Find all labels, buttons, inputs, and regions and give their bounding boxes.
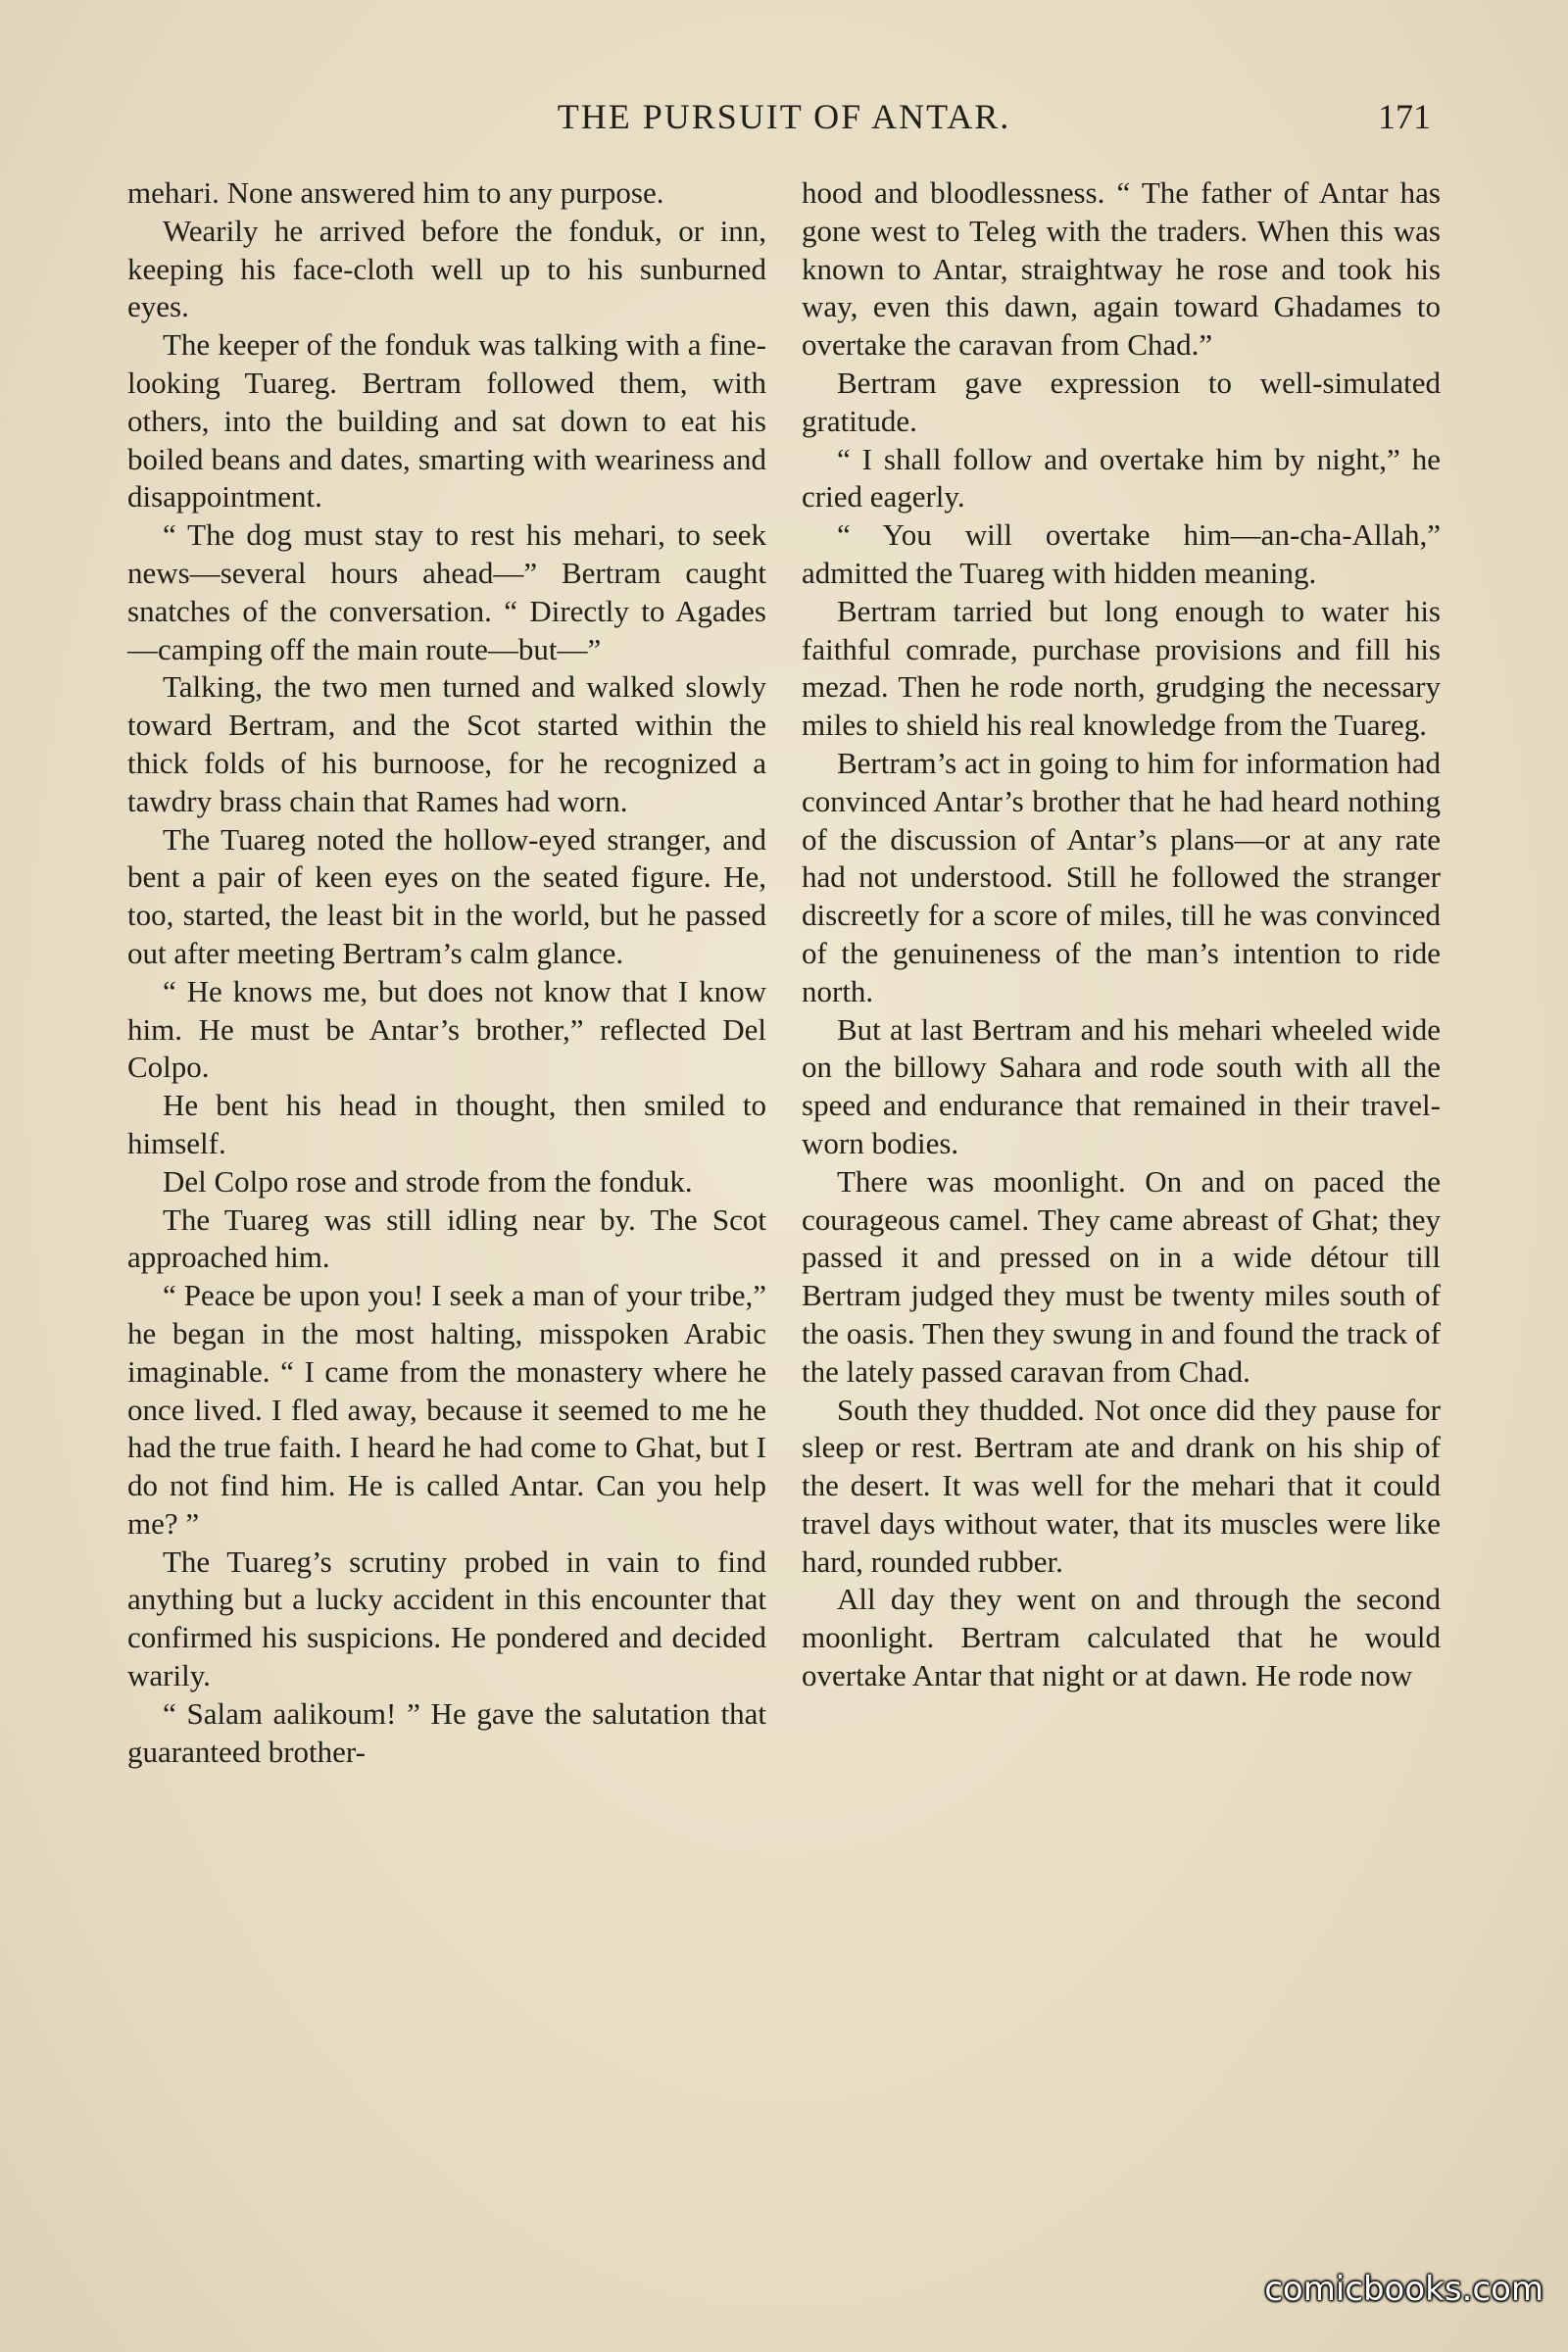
paragraph: Bertram tarried but long enough to water his faithful comrade, purchase provisions and fill his mezad. Then he rode north, grudging the necessary miles to shield his real knowledge from the Tuareg. bbox=[802, 593, 1441, 743]
paragraph: South they thudded. Not once did they pause for sleep or rest. Bertram ate and drank on his ship of the desert. It was well for the mehari that it could travel days without water, that its muscles were like hard, rounded rubber. bbox=[802, 1392, 1441, 1579]
paragraph: “ The dog must stay to rest his mehari, to seek news—several hours ahead—” Bertram caught snatches of the conversation. “ Directly to Agades —camping off the main route—but—” bbox=[127, 517, 766, 666]
paragraph: hood and bloodlessness. “ The father of Antar has gone west to Teleg with the traders. When this was known to Antar, straightway he rose and took his way, even this dawn, again toward Ghadames to overtake the caravan from Chad.” bbox=[802, 175, 1441, 363]
paragraph: “ He knows me, but does not know that I know him. He must be Antar’s brother,” reflected Del Colpo. bbox=[127, 973, 766, 1085]
paragraph: “ I shall follow and overtake him by night,” he cried eagerly. bbox=[802, 441, 1441, 514]
paragraph: He bent his head in thought, then smiled to himself. bbox=[127, 1088, 766, 1160]
running-head: THE PURSUIT OF ANTAR. bbox=[557, 97, 1011, 136]
paragraph: Bertram’s act in going to him for information had convinced Antar’s brother that he had heard nothing of the discussion of Antar’s plans—or at any rate had not understood. Still he followed the stranger discreetly for a score of miles, till he was convinced of the genuineness of the man’s intention to ride north. bbox=[802, 745, 1441, 1008]
paragraph: “ You will overtake him—an-cha-Allah,” admitted the Tuareg with hidden meaning. bbox=[802, 517, 1441, 590]
paragraph: The keeper of the fonduk was talking with a fine-looking Tuareg. Bertram followed them, with others, into the building and sat down to eat his boiled beans and dates, smarting with weariness and disappointment. bbox=[127, 327, 766, 514]
paragraph: “ Salam aalikoum! ” He gave the salutation that guaranteed brother- bbox=[127, 1695, 766, 1769]
page-number: 171 bbox=[1378, 97, 1431, 136]
paragraph: Talking, the two men turned and walked slowly toward Bertram, and the Scot started within the thick folds of his burnoose, for he recognized a tawdry brass chain that Rames had worn. bbox=[127, 669, 766, 818]
paragraph: The Tuareg was still idling near by. The Scot approached him. bbox=[127, 1201, 766, 1275]
paragraph: The Tuareg’s scrutiny probed in vain to find anything but a lucky accident in this encounter that confirmed his suspicions. He pondered and decided warily. bbox=[127, 1544, 766, 1693]
watermark: comicbooks.com bbox=[1264, 2270, 1544, 2309]
right-column bbox=[802, 174, 1441, 2174]
paragraph: There was moonlight. On and on paced the courageous camel. They came abreast of Ghat; they passed it and pressed on in a wide détour till Bertram judged they must be twenty miles south of the oasis. Then they swung in and found the track of the lately passed caravan from Chad. bbox=[802, 1163, 1441, 1389]
left-column bbox=[127, 174, 766, 2174]
paragraph: Bertram gave expression to well-simulated gratitude. bbox=[802, 365, 1441, 438]
paragraph: But at last Bertram and his mehari wheeled wide on the billowy Sahara and rode south with all the speed and endurance that remained in their travel-worn bodies. bbox=[802, 1011, 1441, 1160]
paragraph: mehari. None answered him to any purpose. bbox=[127, 175, 664, 210]
page-header bbox=[137, 96, 1431, 155]
paragraph: Del Colpo rose and strode from the fonduk. bbox=[163, 1163, 693, 1199]
paragraph: The Tuareg noted the hollow-eyed stranger, and bent a pair of keen eyes on the seated figure. He, too, started, the least bit in the world, but he passed out after meeting Bertram’s calm glance. bbox=[127, 821, 766, 970]
paragraph: All day they went on and through the second moonlight. Bertram calculated that he would overtake Antar that night or at dawn. He rode now bbox=[802, 1582, 1441, 1693]
paragraph: Wearily he arrived before the fonduk, or inn, keeping his face-cloth well up to his sunburned eyes. bbox=[127, 213, 766, 324]
text-columns bbox=[127, 174, 1441, 2174]
paragraph: “ Peace be upon you! I seek a man of your tribe,” he began in the most halting, misspoken Arabic imaginable. “ I came from the monastery where he once lived. I fled away, because it seemed to me he had the true faith. I heard he had come to Ghat, but I do not find him. He is called Antar. Can you help me? ” bbox=[127, 1278, 766, 1541]
